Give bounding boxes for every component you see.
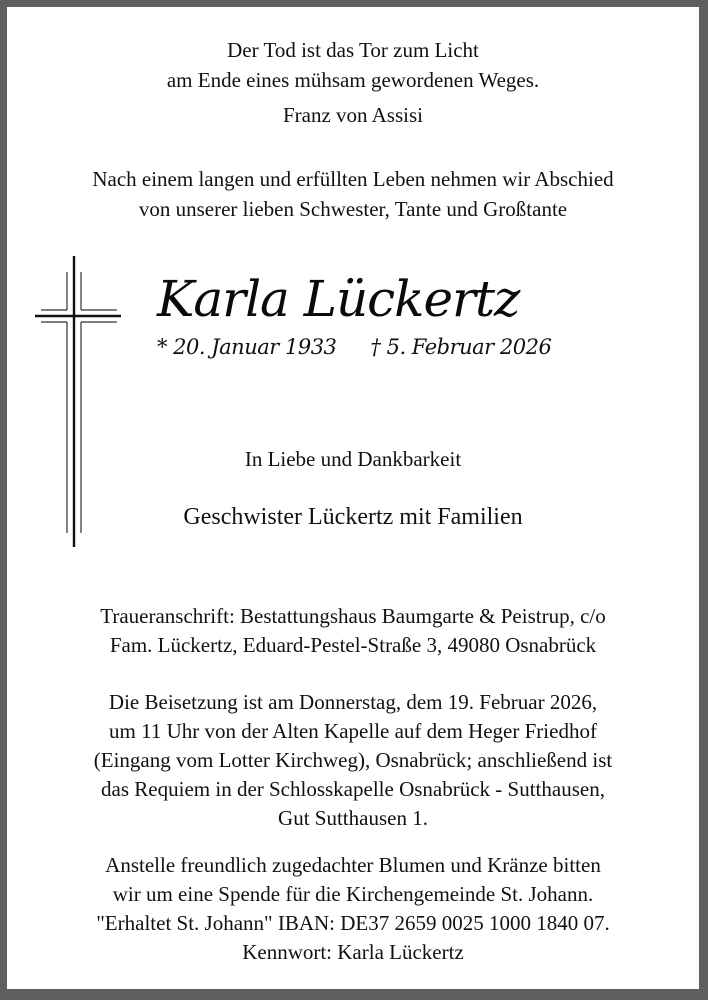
address-line-1: Traueranschrift: Bestattungshaus Baumgarte & Peistrup, c/o	[100, 604, 606, 628]
mourners-names: Geschwister Lückertz mit Familien	[183, 504, 523, 530]
birth-date: * 20. Januar 1933	[157, 335, 337, 359]
funeral-line-4: das Requiem in der Schlosskapelle Osnabrück - Sutthausen,	[101, 777, 605, 801]
obituary-notice	[7, 7, 699, 989]
donation-line-3: "Erhaltet St. Johann" IBAN: DE37 2659 0025 1000 1840 07.	[96, 911, 610, 935]
funeral-line-1: Die Beisetzung ist am Donnerstag, dem 19. Februar 2026,	[108, 690, 598, 714]
donation-line-4: Kennwort: Karla Lückertz	[242, 940, 464, 964]
intro-line-2: von unserer lieben Schwester, Tante und Großtante	[138, 197, 568, 221]
intro-line-1: Nach einem langen und erfüllten Leben nehmen wir Abschied	[92, 167, 614, 191]
quote-author: Franz von Assisi	[282, 103, 423, 127]
donation-line-2: wir um eine Spende für die Kirchengemeinde St. Johann.	[112, 882, 594, 906]
donation-line-1: Anstelle freundlich zugedachter Blumen und Kränze bitten	[105, 853, 601, 877]
funeral-line-5: Gut Sutthausen 1.	[278, 806, 428, 830]
address-line-2: Fam. Lückertz, Eduard-Pestel-Straße 3, 49080 Osnabrück	[109, 633, 597, 657]
life-dates	[157, 333, 551, 361]
death-date: † 5. Februar 2026	[370, 335, 552, 359]
funeral-line-3: (Eingang vom Lotter Kirchweg), Osnabrück; anschließend ist	[93, 748, 613, 772]
deceased-name: Karla Lückertz	[157, 270, 520, 328]
mourners-phrase: In Liebe und Dankbarkeit	[244, 447, 462, 471]
quote-line-2: am Ende eines mühsam gewordenen Weges.	[166, 68, 540, 92]
quote-line-1: Der Tod ist das Tor zum Licht	[227, 38, 479, 62]
funeral-line-2: um 11 Uhr von der Alten Kapelle auf dem Heger Friedhof	[109, 719, 597, 743]
